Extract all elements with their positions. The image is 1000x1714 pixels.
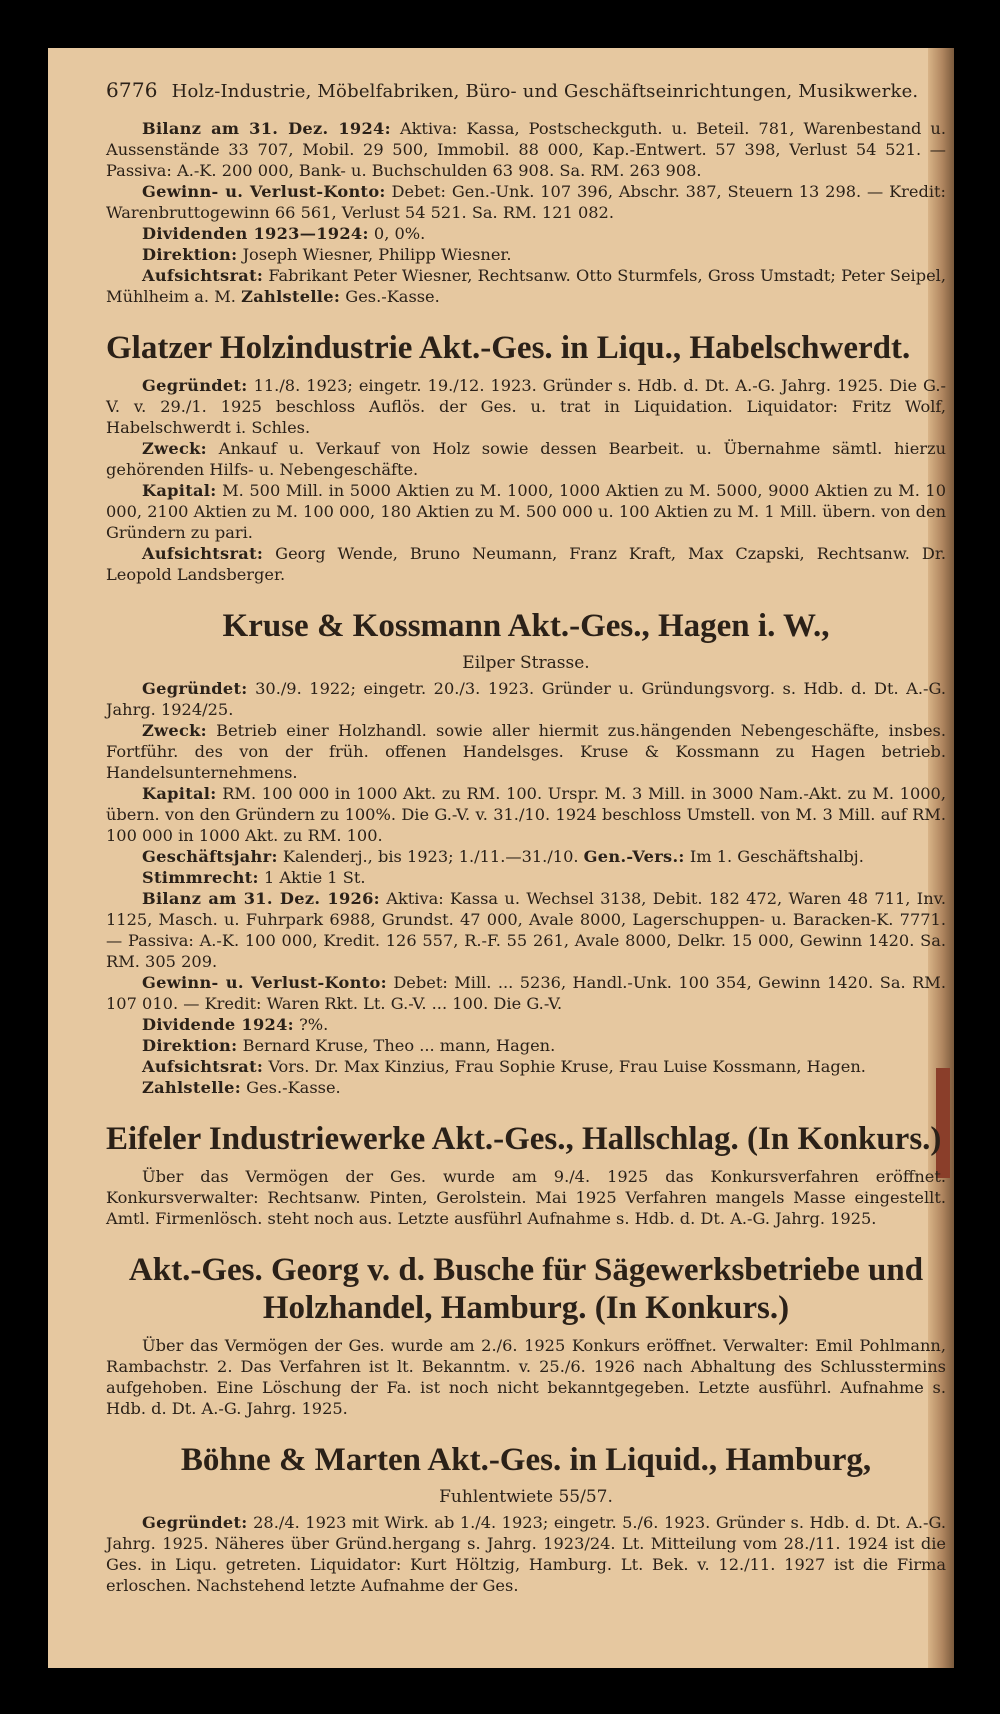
stimmrecht-paragraph [106,867,946,888]
geschaeftsjahr-paragraph [106,846,946,867]
company-title: Kruse & Kossmann Akt.-Ges., Hagen i. W., [222,608,830,644]
direktion-label: Direktion: [142,1036,238,1055]
document-page [48,48,954,1668]
company-title: Böhne & Marten Akt.-Ges. in Liquid., Hamburg, [180,1442,872,1478]
entry-glatzer [106,329,946,585]
running-head [106,78,946,102]
gewinn-paragraph [106,972,946,1014]
company-title-line1: Akt.-Ges. Georg v. d. Busche für Sägewerksbetriebe und [128,1252,924,1288]
aufsicht-paragraph [106,543,946,585]
dividende-text: ?%. [299,1015,329,1034]
aufsicht-text: Fabrikant Peter Wiesner, Rechtsanw. Otto Sturmfels, Gross Umstadt; Peter Seipel, Mühlheim a. M. [106,266,946,306]
dividende-label: Dividende 1924: [142,1015,294,1034]
gewinn-label: Gewinn- u. Verlust-Konto: [142,182,386,201]
zahlstelle-text: Ges.-Kasse. [246,1078,341,1097]
bilanz-text: Aktiva: Kassa, Postscheckguth. u. Beteil. 781, Warenbestand u. Aussenstände 33 707, Mobil. 29 500, Immobil. 88 000, Kap.-Entwert. 57 398, Verlust 54 521. — Passiva: A.-K. 200 000, Bank- u. Buchschulden 63 908. Sa. RM. 263 908. [106,119,946,180]
entry-boehne-marten [106,1441,946,1596]
page-content [106,66,946,1596]
kapital-text: RM. 100 000 in 1000 Akt. zu RM. 100. Urspr. M. 3 Mill. in 3000 Nam.-Akt. zu M. 1000, übern. von den Gründern zu 100%. Die G.-V. v. 31./10. 1924 beschloss Umstell. von M. 3 Mill. auf RM. 100 000 in 1000 Akt. zu RM. 100. [106,784,946,845]
gegruendet-label: Gegründet: [142,1513,248,1532]
gegruendet-text: 11./8. 1923; eingetr. 19./12. 1923. Gründer s. Hdb. d. Dt. A.-G. Jahrg. 1925. Die G.-V. v. 29./1. 1925 beschloss Auflös. der Ges. u. trat in Liquidation. Liquidator: Fritz Wolf, Habelschwerdt i. Schles. [106,376,946,437]
kapital-paragraph [106,783,946,846]
entry-continuation [106,118,946,307]
gegruendet-label: Gegründet: [142,376,248,395]
direktion-paragraph [106,244,946,265]
dividenden-label: Dividenden 1923—1924: [142,224,369,243]
gegruendet-paragraph [106,678,946,720]
zweck-label: Zweck: [142,439,207,458]
stimmrecht-text: 1 Aktie 1 St. [263,868,366,887]
gegruendet-paragraph [106,375,946,438]
direktion-paragraph [106,1035,946,1056]
dividende-paragraph [106,1014,946,1035]
zweck-text: Ankauf u. Verkauf von Holz sowie dessen Bearbeit. u. Übernahme sämtl. hierzu gehörenden Hilfs- u. Nebengeschäfte. [106,439,946,479]
kapital-label: Kapital: [142,784,217,803]
zahlstelle-text: Ges.-Kasse. [345,287,440,306]
aufsicht-text: Georg Wende, Bruno Neumann, Franz Kraft, Max Czapski, Rechtsanw. Dr. Leopold Landsberger. [106,544,946,584]
kapital-paragraph [106,480,946,543]
aufsicht-text: Vors. Dr. Max Kinzius, Frau Sophie Kruse, Frau Luise Kossmann, Hagen. [268,1057,866,1076]
konkurs-paragraph: Über das Vermögen der Ges. wurde am 9./4. 1925 das Konkursverfahren eröffnet. Konkursverwalter: Rechtsanw. Pinten, Gerolstein. Mai 1925 Verfahren mangels Masse eingestellt. Amtl. Firmenlösch. steht noch aus. Letzte ausführl Aufnahme s. Hdb. d. Dt. A.-G. Jahrg. 1925. [106,1167,946,1228]
aufsicht-paragraph [106,1056,946,1077]
zweck-paragraph [106,438,946,480]
bilanz-paragraph [106,888,946,972]
zweck-text: Betrieb einer Holzhandl. sowie aller hiermit zus.hängenden Nebengeschäfte, insbes. Fortführ. des von der früh. offenen Handelsges. Kruse & Kossmann zu Hagen betrieb. Handelsunternehmens. [106,721,946,782]
bilanz-text: Aktiva: Kassa u. Wechsel 3138, Debit. 182 472, Waren 48 711, Inv. 1125, Masch. u. Fuhrpark 6988, Grundst. 47 000, Avale 8000, Lagerschuppen- u. Baracken-K. 7771. — Passiva: A.-K. 100 000, Kredit. 126 557, R.-F. 55 261, Avale 8000, Delkr. 15 000, Gewinn 1420. Sa. RM. 305 209. [106,889,946,971]
zahlstelle-paragraph [106,1077,946,1098]
direktion-text: Bernard Kruse, Theo ... mann, Hagen. [242,1036,556,1055]
gewinn-label: Gewinn- u. Verlust-Konto: [142,973,387,992]
gewinn-text: Debet: Mill. ... 5236, Handl.-Unk. 100 354, Gewinn 1420. Sa. RM. 107 010. — Kredit: Waren Rkt. Lt. G.-V. ... 100. Die G.-V. [106,973,946,1013]
genvers-label: Gen.-Vers.: [583,847,685,866]
company-address: Eilper Strasse. [462,653,590,673]
gewinn-text: Debet: Gen.-Unk. 107 396, Abschr. 387, Steuern 13 298. — Kredit: Warenbruttogewinn 66 561, Verlust 54 521. Sa. RM. 121 082. [106,182,946,222]
bilanz-label: Bilanz am 31. Dez. 1924: [142,119,391,138]
bilanz-paragraph [106,118,946,181]
company-title [106,1251,946,1327]
zweck-paragraph [106,720,946,783]
gegruendet-text: 28./4. 1923 mit Wirk. ab 1./4. 1923; eingetr. 5./6. 1923. Gründer s. Hdb. d. Dt. A.-G. Jahrg. 1925. Näheres über Gründ.hergang s. Jahrg. 1923/24. Lt. Mitteilung vom 28./11. 1924 ist die Ges. in Liqu. getreten. Liquidator: Kurt Höltzig, Hamburg. Lt. Bek. v. 12./11. 1927 ist die Firma erloschen. Nachstehend letzte Aufnahme der Ges. [106,1513,946,1595]
kapital-label: Kapital: [142,481,217,500]
geschaeftsjahr-label: Geschäftsjahr: [142,847,278,866]
gegruendet-text: 30./9. 1922; eingetr. 20./3. 1923. Gründer u. Gründungsvorg. s. Hdb. d. Dt. A.-G. Jahrg. 1924/25. [106,679,946,719]
page-number: 6776 [106,78,158,102]
geschaeftsjahr-text: Kalenderj., bis 1923; 1./11.—31./10. [282,847,579,866]
gegruendet-paragraph [106,1512,946,1596]
dividenden-paragraph [106,223,946,244]
entry-busche [106,1251,946,1419]
kapital-text: M. 500 Mill. in 5000 Aktien zu M. 1000, 1000 Aktien zu M. 5000, 9000 Aktien zu M. 10 000, 2100 Aktien zu M. 100 000, 180 Aktien zu M. 500 000 u. 100 Aktien zu M. 1 Mill. übern. von den Gründern zu pari. [106,481,946,542]
direktion-label: Direktion: [142,245,238,264]
aufsicht-label: Aufsichtsrat: [142,544,264,563]
zahlstelle-label: Zahlstelle: [241,287,341,306]
company-address: Fuhlentwiete 55/57. [439,1487,613,1507]
zweck-label: Zweck: [142,721,207,740]
aufsicht-label: Aufsichtsrat: [142,266,264,285]
company-title: Eifeler Industriewerke Akt.-Ges., Hallschlag. (In Konkurs.) [106,1121,942,1157]
section-title: Holz-Industrie, Möbelfabriken, Büro- und Geschäftseinrichtungen, Musikwerke. [171,81,919,102]
stimmrecht-label: Stimmrecht: [142,868,259,887]
direktion-text: Joseph Wiesner, Philipp Wiesner. [242,245,512,264]
aufsicht-paragraph [106,265,946,307]
gegruendet-label: Gegründet: [142,679,248,698]
company-title-line2: Holzhandel, Hamburg. (In Konkurs.) [262,1290,790,1326]
bilanz-label: Bilanz am 31. Dez. 1926: [142,889,380,908]
entry-eifeler [106,1120,946,1229]
zahlstelle-label: Zahlstelle: [142,1078,241,1097]
dividenden-text: 0, 0%. [373,224,426,243]
genvers-text: Im 1. Geschäftshalbj. [689,847,864,866]
company-title: Glatzer Holzindustrie Akt.-Ges. in Liqu., Habelschwerdt. [106,330,911,366]
gewinn-paragraph [106,181,946,223]
konkurs-paragraph: Über das Vermögen der Ges. wurde am 2./6. 1925 Konkurs eröffnet. Verwalter: Emil Pohlmann, Rambachstr. 2. Das Verfahren ist lt. Bekanntm. v. 25./6. 1926 nach Abhaltung des Schlusstermins aufgehoben. Eine Löschung der Fa. ist noch nicht bekanntgegeben. Letzte ausführl. Aufnahme s. Hdb. d. Dt. A.-G. Jahrg. 1925. [106,1336,946,1418]
entry-kruse-kossmann [106,607,946,1098]
aufsicht-label: Aufsichtsrat: [142,1057,264,1076]
